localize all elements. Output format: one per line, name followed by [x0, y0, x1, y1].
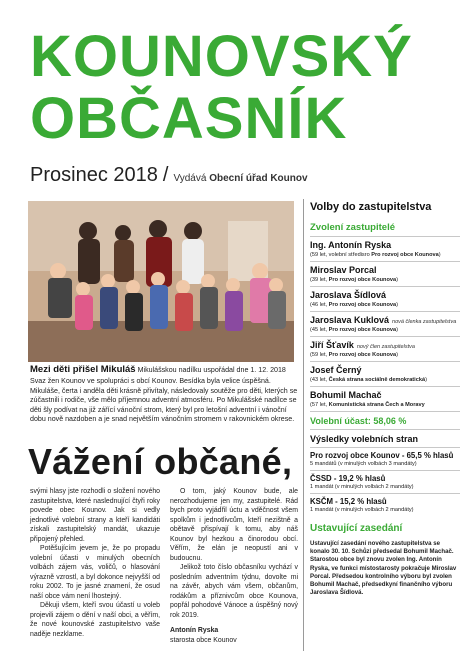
- candidate-details-prefix: (45 let,: [310, 327, 328, 333]
- masthead-title-line2: OBČASNÍK: [30, 86, 348, 151]
- party-result: [310, 497, 460, 513]
- sidebar-rule: [310, 336, 460, 337]
- candidate-note: nová členka zastupitelstva: [392, 319, 457, 325]
- article-column-1: [30, 487, 160, 639]
- candidate-details: [310, 377, 460, 383]
- article-paragraph: O tom, jaký Kounov bude, ale nerozhodujeme jen my, zastupitelé. Rád bych proto vyjádřil úctu a vděčnost všem spolkům i jednotlivcům, kteří nezištně a obětavě přispívají k tomu, aby náš Kounov byl hezkou a činorodou obcí. Věřím, že elán je neopustí ani v budoucnu.: [170, 488, 298, 562]
- sidebar-rule: [310, 470, 460, 471]
- candidate-name-text: Bohumil Machač: [310, 390, 382, 400]
- candidate-details-prefix: (39 let,: [310, 277, 328, 283]
- candidate-name: [310, 365, 460, 375]
- sidebar-title: Volby do zastupitelstva: [310, 201, 432, 213]
- candidate-name: [310, 240, 460, 250]
- elected-title: Zvolení zastupitelé: [310, 222, 395, 233]
- election-sidebar: [310, 201, 460, 598]
- candidate-name-text: Miroslav Porcal: [310, 265, 377, 275]
- candidate-item: [310, 265, 460, 283]
- issue-divider: /: [162, 164, 169, 186]
- candidate-party: Komunistická strana Čech a Moravy: [328, 402, 425, 408]
- candidate-details-prefix: (46 let,: [310, 302, 328, 308]
- sidebar-rule: [310, 386, 460, 387]
- voter-turnout: Volební účast: 58,06 %: [310, 416, 407, 426]
- candidate-name-text: Jaroslava Kuklová: [310, 315, 390, 325]
- candidate-details-suffix: ): [438, 252, 441, 258]
- sidebar-rule: [310, 411, 460, 412]
- candidate-details-suffix: ): [425, 377, 427, 383]
- candidate-details-suffix: ): [396, 302, 398, 308]
- candidate-details-prefix: (59 let, volební středisro: [310, 252, 370, 258]
- party-name: Pro rozvoj obce Kounov - 65,5 % hlasů: [310, 451, 454, 460]
- candidate-item: [310, 240, 460, 258]
- sidebar-divider: [303, 199, 304, 651]
- candidate-details-prefix: (43 let,: [310, 377, 328, 383]
- candidate-details: [310, 402, 460, 408]
- candidate-name: [310, 390, 460, 400]
- candidate-name-text: Jaroslava Šídlová: [310, 290, 387, 300]
- photo-caption: [30, 364, 298, 425]
- candidate-details: [310, 352, 460, 358]
- group-photo: [28, 201, 294, 362]
- candidate-item: [310, 365, 460, 383]
- candidate-name: [310, 315, 460, 325]
- candidate-name: [310, 340, 460, 350]
- publisher-prefix: Vydává: [173, 173, 207, 184]
- candidate-name: [310, 290, 460, 300]
- sidebar-rule: [310, 286, 460, 287]
- candidate-party: Pro rozvoj obce Kounova: [328, 277, 397, 283]
- party-mandates: 5 mandátů (v minulých volbách 3 mandáty): [310, 461, 417, 467]
- candidate-name-text: Josef Černý: [310, 365, 362, 375]
- candidate-details-prefix: (59 let,: [310, 352, 328, 358]
- candidate-party: Pro rozvoj obce Kounova: [328, 327, 397, 333]
- party-result: [310, 451, 460, 467]
- candidate-party: Pro rozvoj obce Kounova: [328, 352, 397, 358]
- signature-name: Antonín Ryska: [170, 627, 219, 635]
- sidebar-rule: [310, 311, 460, 312]
- candidate-party: Pro rozvoj obce Kounova: [328, 302, 397, 308]
- candidate-details-prefix: (57 let,: [310, 402, 328, 408]
- candidate-details: [310, 302, 460, 308]
- candidate-note: nový člen zastupitelstva: [356, 344, 415, 350]
- candidate-item: [310, 315, 460, 333]
- caption-text: Mikulášskou nadílku uspořádal dne 1. 12. 2018 Svaz žen Kounov ve spolupráci s obcí Kounov. Besídka byla velice úspěšná. Mikuláše, čerta i anděla děti krásně přivítaly, následovaly soutěže pro děti, kterých se zúčastnili i rodiče, vše mělo příjemnou adventní atmosféru. Po Mikulášské nadílce se děti šly podívat na již zářící vánoční strom, který byl pro letošní adventní i vánoční dobu nově nazdoben a je snad největším vánočním stromem v rakovnickém okrese.: [30, 366, 298, 424]
- candidate-name-text: Ing. Antonín Ryska: [310, 240, 392, 250]
- sidebar-rule: [310, 361, 460, 362]
- sidebar-rule: [310, 447, 460, 448]
- party-mandates: 1 mandát (v minulých volbách 2 mandáty): [310, 507, 414, 513]
- meeting-text: Ustavující zasedání nového zastupitelstva se konalo 30. 10. Schůzi předsedal Bohumil Machač. Starostou obce byl znovu zvolen Ing. Antonín Ryska, ve funkci místostarosty pokračuje Miroslav Porcal. Předsedou kontrolního výboru byl zvolen Bohumil Machač, předsedkyní finančního výboru Jaroslava Šídlová.: [310, 540, 457, 597]
- candidate-item: [310, 290, 460, 308]
- article-paragraph: Jelikož toto číslo občasníku vychází v posledním adventním týdnu, dovolte mi na závěr, abych vám všem, občanům, rodákům a příznivcům obce Kounova, popřál pohodové Vánoce a úspěšný nový rok 2019.: [170, 564, 298, 619]
- candidate-item: [310, 390, 460, 408]
- candidate-details: [310, 252, 460, 258]
- candidate-details: [310, 277, 460, 283]
- masthead-title-line1: KOUNOVSKÝ: [30, 24, 413, 89]
- article-headline: Vážení občané,: [28, 441, 293, 482]
- signature-role: starosta obce Kounov: [170, 636, 237, 644]
- sidebar-rule: [310, 429, 460, 430]
- meeting-title: Ustavující zasedání: [310, 523, 403, 534]
- article-column-2: [170, 487, 298, 645]
- party-name: KSČM - 15,2 % hlasů: [310, 497, 387, 506]
- issue-info: [30, 164, 308, 187]
- party-name: ČSSD - 19,2 % hlasů: [310, 474, 386, 483]
- candidate-party: Česká strana sociálně demokratická: [328, 377, 426, 383]
- results-title: Výsledky volebních stran: [310, 434, 419, 444]
- article-paragraph: Potěšujícím jevem je, že po propadu volební účasti v minulých obecních volbách zájem vás, voličů, o hlasování výrazně vzrostl, a byl dokonce nejvyšší od roku 2002. To je jasné znamení, že osud naší obce vám není lhostejný.: [30, 545, 160, 600]
- candidate-details: [310, 327, 460, 333]
- publisher-name: Obecní úřad Kounov: [209, 173, 308, 184]
- candidate-details-suffix: ): [396, 327, 398, 333]
- candidate-item: [310, 340, 460, 358]
- group-photo-illustration: [28, 201, 294, 362]
- issue-month: Prosinec 2018: [30, 164, 158, 186]
- party-result: [310, 474, 460, 490]
- sidebar-rule: [310, 236, 460, 237]
- candidate-name: [310, 265, 460, 275]
- sidebar-rule: [310, 493, 460, 494]
- candidate-details-suffix: ): [396, 277, 398, 283]
- candidate-details-suffix: ): [396, 352, 398, 358]
- candidate-name-text: Jiří Šťavík: [310, 340, 354, 350]
- publisher: [173, 173, 307, 184]
- party-mandates: 1 mandát (v minulých volbách 2 mandáty): [310, 484, 414, 490]
- article-paragraph: svými hlasy jste rozhodli o složení nového zastupitelstva, které naslednující čtyři roky povede obec Kounov. Jak si vedly jednotlivé volební strany a kteří kandidáti získali zastupitelský mandát, ukazuje připojený přehled.: [30, 488, 160, 543]
- caption-lead: Mezi děti přišel Mikuláš: [30, 364, 136, 375]
- sidebar-rule: [310, 261, 460, 262]
- article-paragraph: Děkuji všem, kteří svou účastí u voleb projevili zájem o dění v naší obci, a věřím, že nové kounovské zastupitelstvo vaše naděje nezklame.: [30, 602, 160, 638]
- candidate-party: Pro rozvoj obce Kounova: [371, 252, 439, 258]
